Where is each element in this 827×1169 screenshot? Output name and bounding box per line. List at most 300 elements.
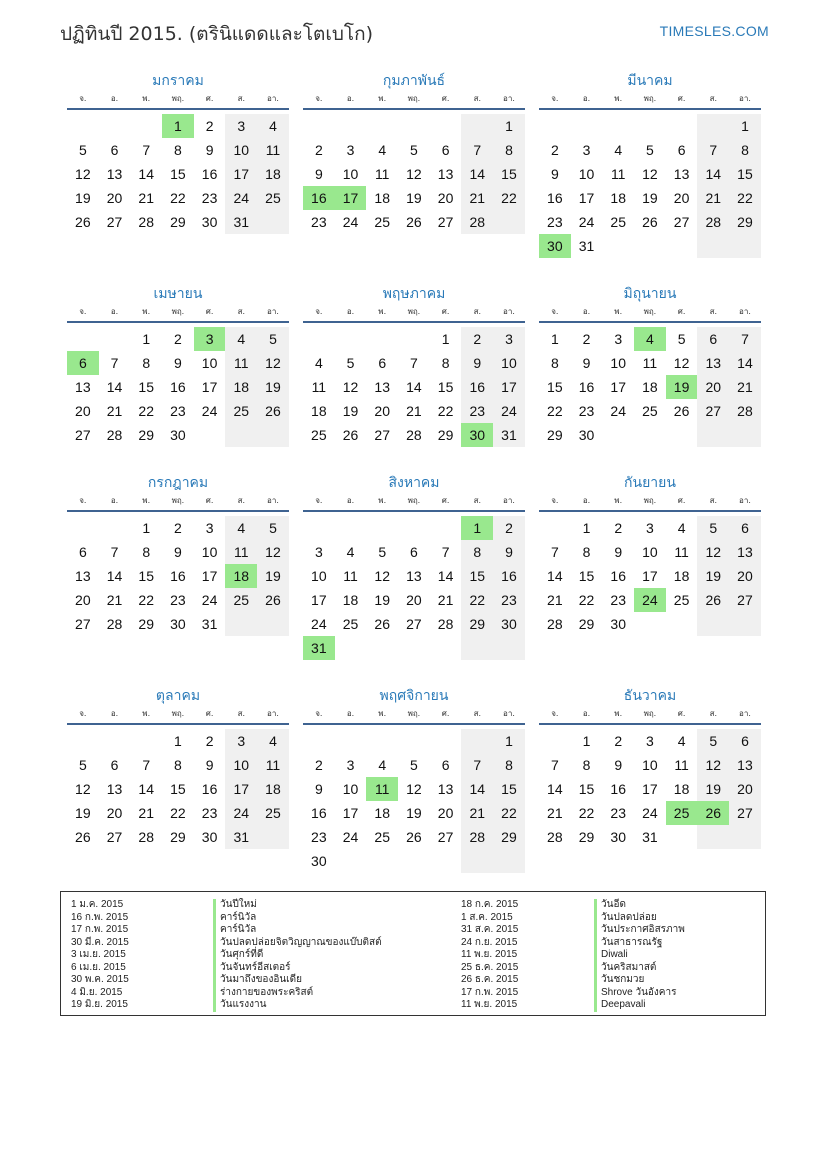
day-cell: 26 <box>374 616 390 632</box>
day-cell: 26 <box>75 214 91 230</box>
empty-cell <box>335 327 367 351</box>
empty-cell <box>398 327 430 351</box>
weekday-label: ศ. <box>677 496 686 505</box>
day-cell: 17 <box>642 781 658 797</box>
day-cell: 26 <box>257 588 289 612</box>
day-cell: 18 <box>225 564 257 588</box>
day-cell: 12 <box>673 355 690 371</box>
day-cell: 6 <box>67 351 99 375</box>
empty-cell <box>539 516 571 540</box>
day-cell: 16 <box>547 190 563 206</box>
weekday-header <box>303 305 525 323</box>
day-cell: 16 <box>170 568 186 584</box>
day-cell: 9 <box>205 142 214 158</box>
day-cell: 29 <box>170 214 186 230</box>
legend-holiday-name: คาร์นิวัล <box>213 924 382 937</box>
month-name: กรกฎาคม <box>147 475 209 491</box>
weekday-label: จ. <box>79 496 87 505</box>
day-cell: 10 <box>642 544 658 560</box>
day-cell: 30 <box>201 829 218 845</box>
weekday-label: ศ. <box>205 94 214 103</box>
day-cell: 20 <box>437 805 454 821</box>
day-cell: 24 <box>311 616 327 632</box>
day-cell: 10 <box>225 753 257 777</box>
day-cell: 7 <box>550 544 559 560</box>
weekday-label: ส. <box>237 709 245 718</box>
empty-cell <box>430 849 462 873</box>
weekday-header <box>539 494 761 512</box>
day-cell: 8 <box>582 757 591 773</box>
day-cell: 27 <box>106 829 123 845</box>
day-cell: 16 <box>170 379 186 395</box>
month-name: มิถุนายน <box>623 286 677 302</box>
day-cell: 13 <box>437 781 454 797</box>
day-cell: 16 <box>201 166 218 182</box>
day-cell: 30 <box>610 829 626 845</box>
empty-cell <box>335 114 367 138</box>
day-cell: 2 <box>174 331 182 347</box>
day-cell: 6 <box>677 142 686 158</box>
empty-cell <box>257 825 289 849</box>
month-name: พฤศจิกายน <box>379 688 449 704</box>
weekday-label: อา. <box>739 496 751 505</box>
day-cell: 12 <box>75 166 91 182</box>
day-cell: 25 <box>225 588 257 612</box>
day-cell: 29 <box>461 612 493 636</box>
weekday-label: พ. <box>142 94 151 103</box>
empty-cell <box>697 612 729 636</box>
weekday-label: ศ. <box>205 709 214 718</box>
day-cell: 4 <box>378 142 387 158</box>
month-block <box>539 472 761 636</box>
day-cell: 4 <box>314 355 323 371</box>
day-cell: 10 <box>311 568 327 584</box>
day-cell: 15 <box>578 781 595 797</box>
legend-holiday-name: วันศุกร์ที่ดี <box>213 949 382 962</box>
day-cell: 9 <box>493 540 525 564</box>
weekday-label: พ. <box>142 307 151 316</box>
weekday-label: ศ. <box>441 307 450 316</box>
day-cell: 1 <box>142 331 151 347</box>
day-cell: 13 <box>697 351 729 375</box>
day-cell: 3 <box>646 520 654 536</box>
empty-cell <box>430 114 462 138</box>
day-cell: 6 <box>729 516 761 540</box>
legend-date: 17 ก.พ. 2015 <box>461 986 519 998</box>
weekday-label: จ. <box>551 709 559 718</box>
day-cell: 8 <box>729 138 761 162</box>
empty-cell <box>303 516 335 540</box>
month-name: กุมภาพันธ์ <box>382 73 446 89</box>
legend-date: 4 มิ.ย. 2015 <box>71 986 123 998</box>
day-cell: 11 <box>225 351 257 375</box>
day-cell: 25 <box>342 616 359 632</box>
day-cell: 4 <box>378 757 387 773</box>
day-cell: 12 <box>697 753 729 777</box>
legend-date: 11 พ.ย. 2015 <box>461 999 518 1010</box>
day-cell: 26 <box>75 829 91 845</box>
day-cell: 13 <box>106 166 123 182</box>
day-cell: 15 <box>493 162 525 186</box>
empty-cell <box>666 234 698 258</box>
weekday-label: ศ. <box>205 496 214 505</box>
empty-cell <box>539 729 571 753</box>
empty-cell <box>257 423 289 447</box>
day-cell: 11 <box>642 355 658 371</box>
weekday-label: ศ. <box>677 709 686 718</box>
weekday-label: ศ. <box>441 496 450 505</box>
day-cell: 8 <box>493 138 525 162</box>
empty-cell <box>366 849 398 873</box>
day-cell: 18 <box>610 190 626 206</box>
day-cell: 13 <box>374 379 390 395</box>
weekday-label: จ. <box>315 496 323 505</box>
day-cell: 27 <box>729 801 761 825</box>
weekday-label: พ. <box>378 94 387 103</box>
weekday-header <box>303 707 525 725</box>
empty-cell <box>697 114 729 138</box>
month-block <box>303 472 525 660</box>
day-cell: 19 <box>342 403 359 419</box>
day-cell: 30 <box>170 427 186 443</box>
month-block <box>303 283 525 447</box>
empty-cell <box>634 114 666 138</box>
legend-date: 3 เม.ย. 2015 <box>71 949 126 960</box>
day-cell: 9 <box>614 544 623 560</box>
empty-cell <box>225 612 257 636</box>
day-cell: 22 <box>578 592 595 608</box>
day-cell: 11 <box>343 568 358 584</box>
day-grid <box>67 729 289 849</box>
day-cell: 1 <box>162 114 194 138</box>
empty-cell <box>366 327 398 351</box>
day-cell: 5 <box>78 142 87 158</box>
weekday-header <box>539 92 761 110</box>
day-cell: 17 <box>578 190 595 206</box>
day-cell: 11 <box>311 379 327 395</box>
day-cell: 30 <box>493 612 525 636</box>
day-cell: 4 <box>346 544 355 560</box>
empty-cell <box>257 210 289 234</box>
day-cell: 4 <box>677 733 686 749</box>
day-cell: 15 <box>729 162 761 186</box>
empty-cell <box>398 636 430 660</box>
empty-cell <box>398 849 430 873</box>
day-cell: 30 <box>170 616 186 632</box>
day-cell: 2 <box>582 331 591 347</box>
day-cell: 5 <box>346 355 355 371</box>
day-cell: 28 <box>547 829 563 845</box>
day-cell: 20 <box>729 777 761 801</box>
day-cell: 21 <box>547 805 563 821</box>
day-cell: 12 <box>257 351 289 375</box>
day-cell: 10 <box>342 781 359 797</box>
day-cell: 26 <box>257 399 289 423</box>
day-cell: 22 <box>547 403 563 419</box>
weekday-label: พ. <box>378 709 387 718</box>
month-block <box>539 70 761 258</box>
day-cell: 18 <box>257 162 289 186</box>
legend-date: 25 ธ.ค. 2015 <box>461 961 519 973</box>
day-cell: 10 <box>642 757 658 773</box>
holiday-legend <box>60 891 766 1016</box>
day-cell: 23 <box>461 399 493 423</box>
day-cell: 22 <box>493 186 525 210</box>
day-cell: 27 <box>406 616 422 632</box>
weekday-label: จ. <box>79 307 87 316</box>
legend-holiday-name: วันปีใหม่ <box>213 899 382 912</box>
weekday-label: จ. <box>79 709 87 718</box>
day-cell: 23 <box>201 805 218 821</box>
day-cell: 6 <box>110 142 119 158</box>
day-cell: 20 <box>75 592 91 608</box>
empty-cell <box>461 636 493 660</box>
day-grid <box>539 327 761 447</box>
weekday-label: จ. <box>551 94 559 103</box>
empty-cell <box>602 423 634 447</box>
month-name: เมษายน <box>153 286 203 302</box>
day-cell: 6 <box>110 757 119 773</box>
weekday-label: ศ. <box>205 307 214 316</box>
day-cell: 10 <box>493 351 525 375</box>
day-cell: 19 <box>697 777 729 801</box>
day-cell: 19 <box>406 190 422 206</box>
day-cell: 28 <box>138 214 154 230</box>
day-cell: 17 <box>493 375 525 399</box>
day-cell: 4 <box>677 520 686 536</box>
legend-holiday-name: วันปลดปล่อยจิตวิญญาณของแบ๊บติสต์ <box>213 937 382 950</box>
day-grid <box>303 516 525 660</box>
day-cell: 26 <box>642 214 658 230</box>
empty-cell <box>257 612 289 636</box>
day-cell: 24 <box>578 214 595 230</box>
day-grid <box>539 729 761 849</box>
weekday-label: อ. <box>110 307 119 316</box>
day-cell: 18 <box>342 592 359 608</box>
day-cell: 21 <box>729 375 761 399</box>
empty-cell <box>430 729 462 753</box>
legend-holiday-name: วันแรงงาน <box>213 999 382 1012</box>
day-cell: 9 <box>174 355 182 371</box>
day-cell: 27 <box>437 829 454 845</box>
weekday-label: ส. <box>709 94 717 103</box>
day-cell: 7 <box>142 142 151 158</box>
empty-cell <box>366 516 398 540</box>
legend-names-left <box>213 899 382 1012</box>
day-cell: 25 <box>257 186 289 210</box>
month-name: พฤษภาคม <box>382 286 446 302</box>
legend-holiday-name: วันอีด <box>594 899 685 912</box>
empty-cell <box>67 516 99 540</box>
day-cell: 28 <box>106 616 123 632</box>
page-title: ปฏิทินปี 2015. (ตรินิแดดและโตเบโก) <box>60 23 374 45</box>
day-cell: 7 <box>697 138 729 162</box>
day-cell: 4 <box>257 729 289 753</box>
day-cell: 28 <box>461 210 493 234</box>
day-cell: 25 <box>642 403 658 419</box>
day-cell: 24 <box>610 403 626 419</box>
day-cell: 2 <box>614 733 623 749</box>
day-cell: 22 <box>729 186 761 210</box>
legend-date: 30 พ.ค. 2015 <box>71 974 129 985</box>
legend-date: 1 ม.ค. 2015 <box>71 899 124 910</box>
day-cell: 26 <box>697 588 729 612</box>
empty-cell <box>99 114 131 138</box>
brand-link[interactable]: TIMESLES.COM <box>659 23 769 39</box>
empty-cell <box>697 234 729 258</box>
day-cell: 3 <box>346 757 355 773</box>
day-cell: 31 <box>201 616 218 632</box>
day-cell: 5 <box>697 516 729 540</box>
weekday-label: พ. <box>614 94 623 103</box>
empty-cell <box>729 423 761 447</box>
day-cell: 3 <box>225 114 257 138</box>
day-cell: 17 <box>610 379 626 395</box>
weekday-label: อา. <box>503 307 515 316</box>
month-block <box>67 472 289 636</box>
day-grid <box>67 114 289 234</box>
empty-cell <box>602 234 634 258</box>
day-cell: 25 <box>257 801 289 825</box>
day-cell: 9 <box>205 757 214 773</box>
day-cell: 22 <box>578 805 595 821</box>
empty-cell <box>335 849 367 873</box>
day-cell: 31 <box>578 238 595 254</box>
day-cell: 7 <box>550 757 559 773</box>
day-cell: 24 <box>342 214 359 230</box>
day-cell: 12 <box>342 379 359 395</box>
weekday-label: อา. <box>739 94 751 103</box>
day-cell: 9 <box>582 355 591 371</box>
weekday-label: อา. <box>503 709 515 718</box>
day-cell: 3 <box>646 733 654 749</box>
weekday-label: อา. <box>267 496 279 505</box>
day-cell: 11 <box>257 753 289 777</box>
weekday-label: ส. <box>473 709 481 718</box>
weekday-label: พฤ. <box>171 496 185 505</box>
day-cell: 21 <box>106 403 123 419</box>
legend-date: 18 ก.ค. 2015 <box>461 899 519 910</box>
weekday-label: ส. <box>473 307 481 316</box>
empty-cell <box>67 114 99 138</box>
day-cell: 18 <box>225 375 257 399</box>
day-cell: 7 <box>461 753 493 777</box>
day-cell: 29 <box>547 427 563 443</box>
weekday-label: ส. <box>473 496 481 505</box>
day-cell: 29 <box>578 829 595 845</box>
day-cell: 22 <box>437 403 454 419</box>
day-cell: 8 <box>174 142 182 158</box>
empty-cell <box>398 114 430 138</box>
empty-cell <box>697 825 729 849</box>
day-cell: 30 <box>610 616 626 632</box>
day-cell: 2 <box>614 520 623 536</box>
weekday-label: อา. <box>267 709 279 718</box>
day-cell: 24 <box>634 588 666 612</box>
empty-cell <box>634 612 666 636</box>
day-cell: 27 <box>729 588 761 612</box>
legend-holiday-name: Deepavali <box>594 999 685 1012</box>
weekday-label: พ. <box>142 709 151 718</box>
day-cell: 30 <box>461 423 493 447</box>
empty-cell <box>461 729 493 753</box>
day-cell: 19 <box>406 805 422 821</box>
legend-holiday-name: วันสาธารณรัฐ <box>594 937 685 950</box>
day-cell: 5 <box>646 142 654 158</box>
legend-date: 1 ส.ค. 2015 <box>461 911 513 923</box>
day-cell: 9 <box>174 544 182 560</box>
day-cell: 20 <box>106 805 123 821</box>
weekday-label: ส. <box>237 496 245 505</box>
day-cell: 7 <box>461 138 493 162</box>
day-cell: 11 <box>674 757 689 773</box>
legend-date: 6 เม.ย. 2015 <box>71 961 126 973</box>
day-cell: 12 <box>406 781 422 797</box>
day-cell: 13 <box>106 781 123 797</box>
empty-cell <box>539 114 571 138</box>
day-cell: 14 <box>729 351 761 375</box>
day-cell: 14 <box>461 162 493 186</box>
day-cell: 27 <box>374 427 390 443</box>
empty-cell <box>67 327 99 351</box>
day-cell: 15 <box>578 568 595 584</box>
day-cell: 1 <box>142 520 151 536</box>
legend-date: 26 ธ.ค. 2015 <box>461 974 519 985</box>
empty-cell <box>225 423 257 447</box>
day-cell: 10 <box>578 166 595 182</box>
day-cell: 23 <box>170 403 186 419</box>
day-cell: 19 <box>666 375 698 399</box>
weekday-header <box>67 707 289 725</box>
day-cell: 14 <box>547 781 563 797</box>
day-cell: 10 <box>342 166 359 182</box>
empty-cell <box>99 729 131 753</box>
empty-cell <box>335 636 367 660</box>
month-block <box>67 283 289 447</box>
day-cell: 25 <box>374 829 390 845</box>
weekday-label: จ. <box>315 709 323 718</box>
weekday-label: อ. <box>582 496 591 505</box>
legend-dates-right <box>461 899 518 1012</box>
day-cell: 11 <box>257 138 289 162</box>
legend-date: 16 ก.พ. 2015 <box>71 911 129 923</box>
legend-holiday-name: วันประกาศอิสรภาพ <box>594 924 685 937</box>
day-cell: 1 <box>441 331 450 347</box>
day-cell: 13 <box>729 753 761 777</box>
empty-cell <box>493 849 525 873</box>
day-cell: 5 <box>378 544 387 560</box>
day-cell: 21 <box>437 592 454 608</box>
day-cell: 20 <box>729 564 761 588</box>
weekday-header <box>303 92 525 110</box>
day-cell: 16 <box>201 781 218 797</box>
weekday-label: ส. <box>473 94 481 103</box>
day-cell: 25 <box>311 427 327 443</box>
day-cell: 20 <box>437 190 454 206</box>
day-cell: 3 <box>314 544 323 560</box>
day-grid <box>303 729 525 873</box>
empty-cell <box>461 849 493 873</box>
day-cell: 13 <box>729 540 761 564</box>
day-cell: 2 <box>314 757 323 773</box>
day-cell: 4 <box>225 327 257 351</box>
weekday-label: ส. <box>237 307 245 316</box>
weekday-label: พฤ. <box>171 307 185 316</box>
day-cell: 31 <box>642 829 658 845</box>
day-cell: 21 <box>547 592 563 608</box>
legend-holiday-name: ร่างกายของพระคริสต์ <box>213 987 382 1000</box>
day-cell: 16 <box>493 564 525 588</box>
